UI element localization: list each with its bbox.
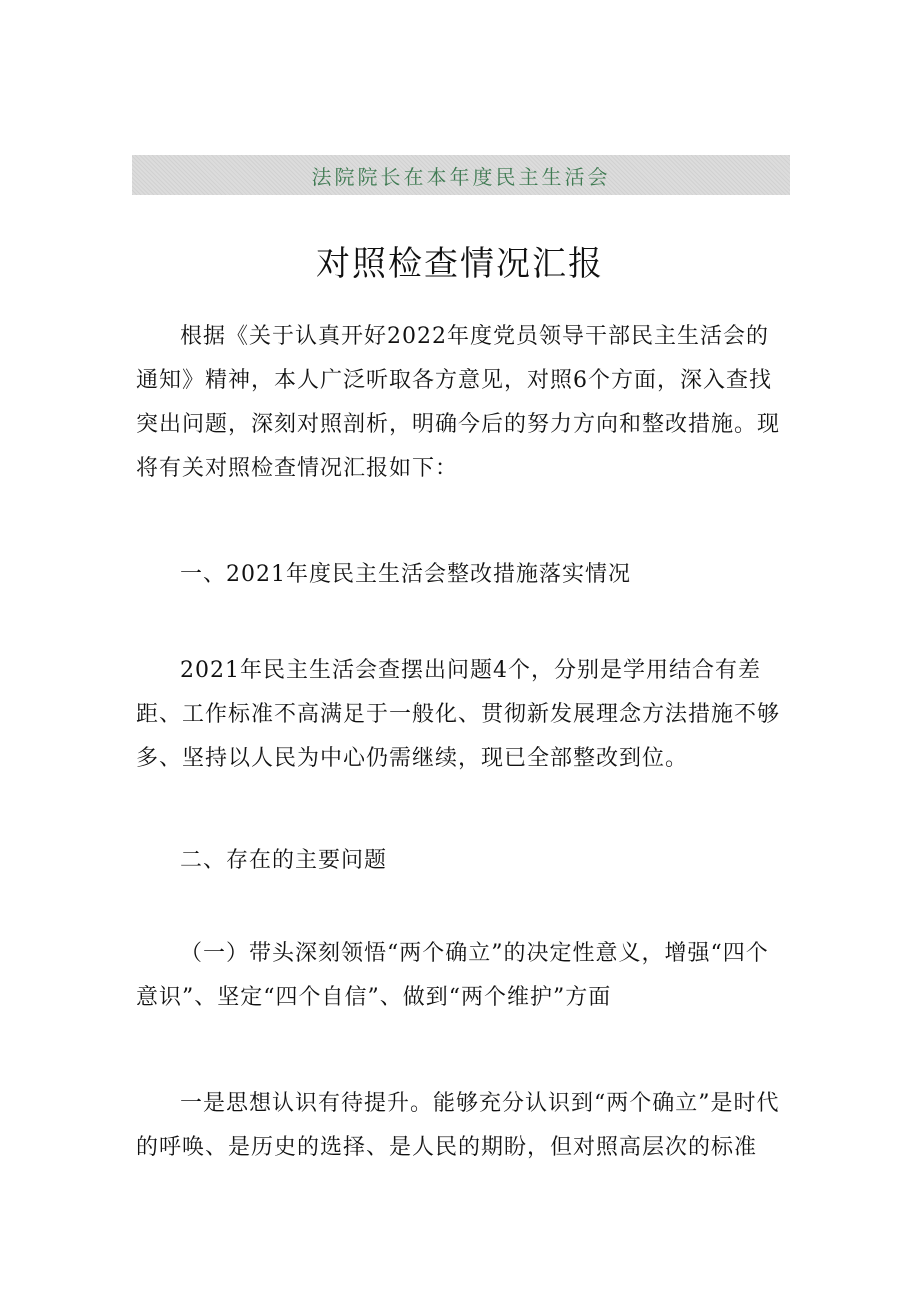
section-1-heading: 一、2021年度民主生活会整改措施落实情况 [180, 562, 631, 587]
document-title: 对照检查情况汇报 [316, 244, 604, 284]
point-1-paragraph: 一是思想认识有待提升。能够充分认识到“两个确立”是时代的呼唤、是历史的选择、是人民的期盼，但对照高层次的标准 [136, 1091, 780, 1160]
banner-title: 法院院长在本年度民主生活会 [311, 164, 611, 189]
intro-paragraph: 根据《关于认真开好2022年度党员领导干部民主生活会的通知》精神，本人广泛听取各方意见，对照6个方面，深入查找突出问题，深刻对照剖析，明确今后的努力方向和整改措施。现将有关对照检查情况汇报如下： [136, 324, 781, 481]
section-2-heading: 二、存在的主要问题 [180, 848, 388, 873]
header-banner [132, 155, 790, 195]
section-1-paragraph: 2021年民主生活会查摆出问题4个，分别是学用结合有差距、工作标准不高满足于一般化、贯彻新发展理念方法措施不够多、坚持以人民为中心仍需继续，现已全部整改到位。 [136, 658, 781, 771]
subsection-1-heading: （一）带头深刻领悟“两个确立”的决定性意义，增强“四个意识”、坚定“四个自信”、做到“两个维护”方面 [136, 941, 769, 1010]
